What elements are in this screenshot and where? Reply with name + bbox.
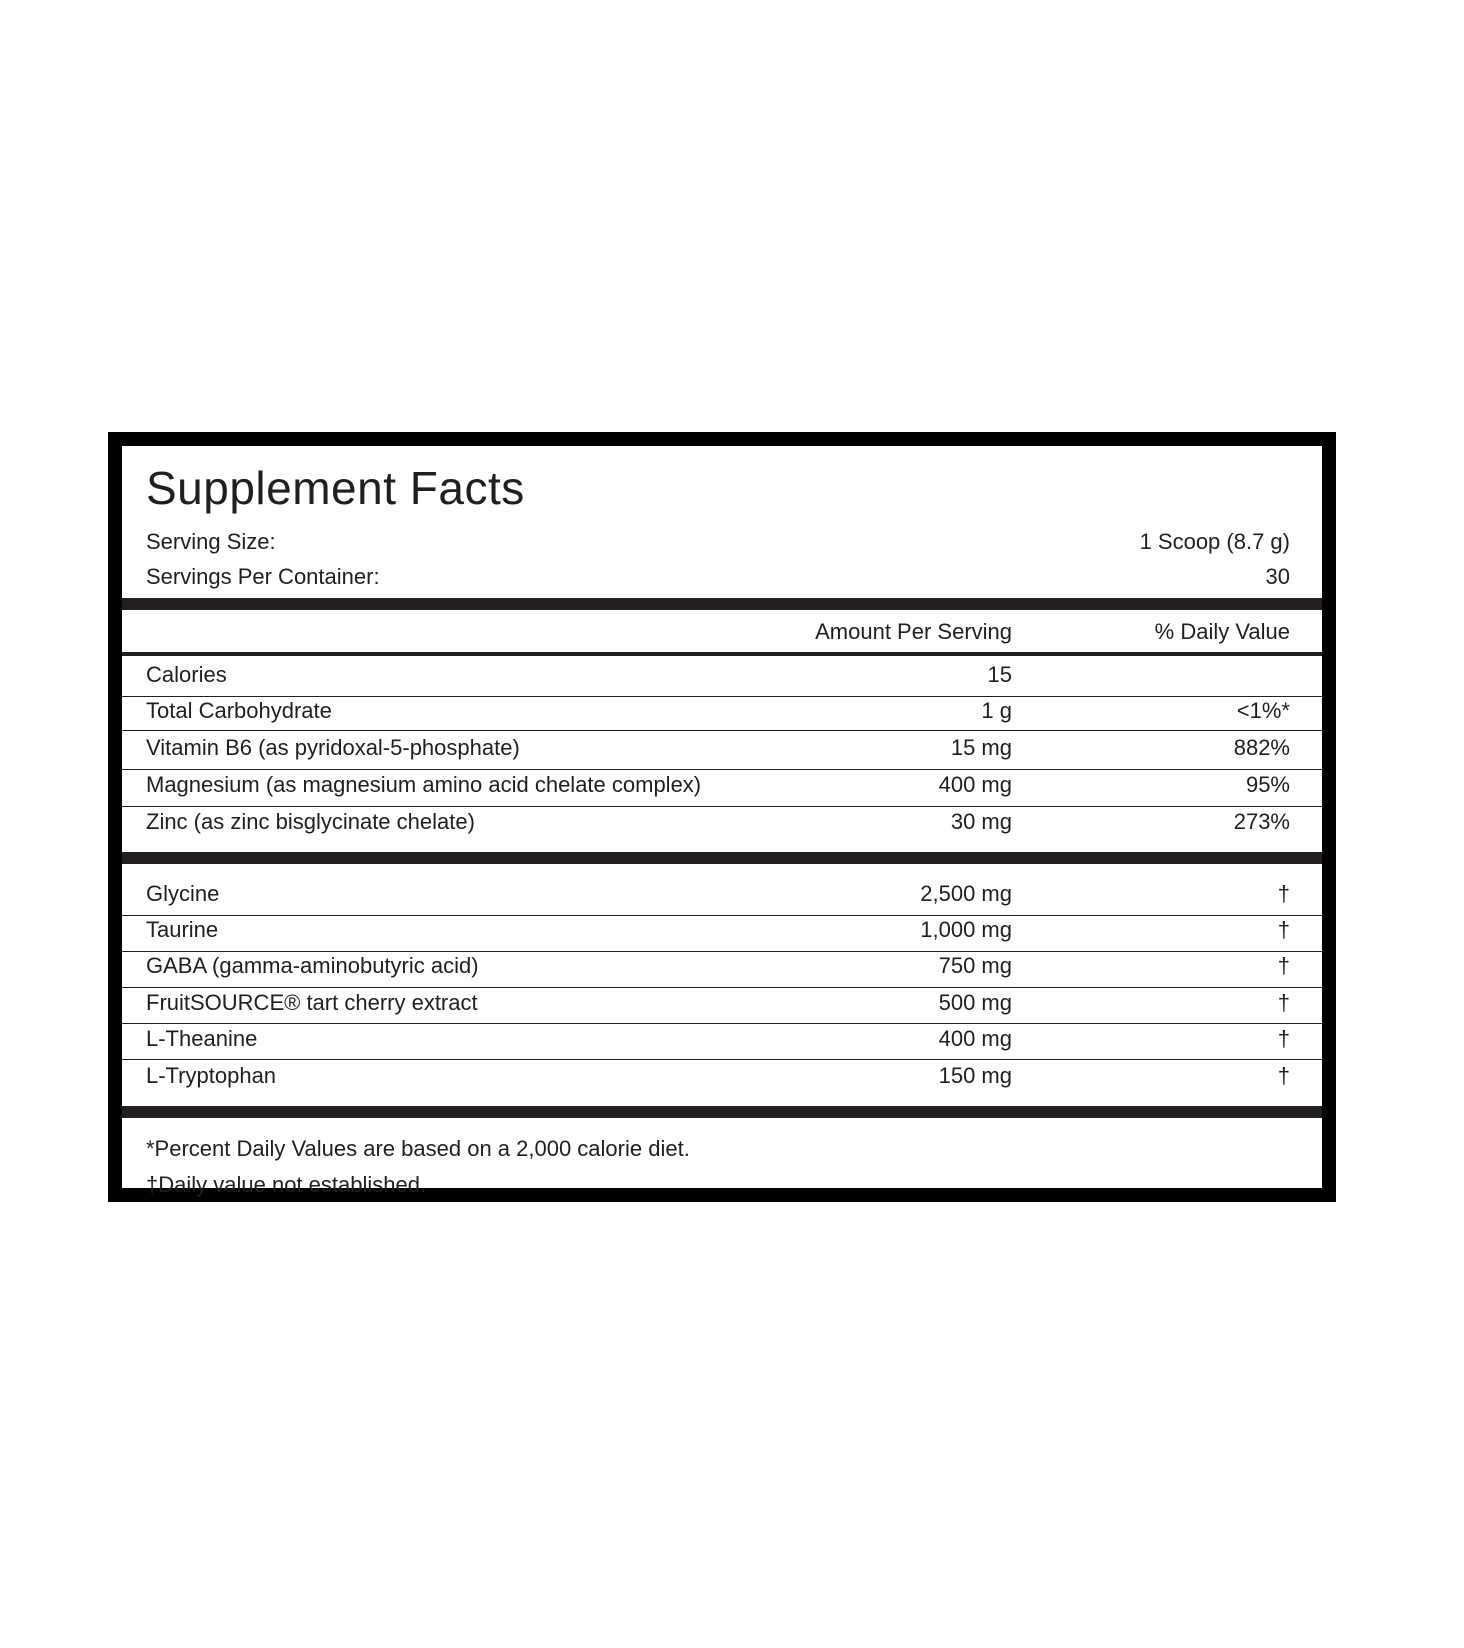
panel-title: Supplement Facts <box>146 462 525 514</box>
nutrient-name: Magnesium (as magnesium amino acid chelate complex) <box>146 772 702 797</box>
nutrient-row <box>122 694 1322 728</box>
ingredient-name: L-Theanine <box>146 1026 258 1051</box>
ingredient-name: Glycine <box>146 881 220 906</box>
column-header-amount-text: Amount Per Serving <box>815 619 1012 644</box>
nutrient-amount: 15 mg <box>950 735 1012 760</box>
supplement-facts-panel <box>108 432 1336 1202</box>
thick-divider-middle <box>122 852 1322 864</box>
nutrient-dv: <1%* <box>1236 698 1290 723</box>
ingredient-row <box>122 1022 1322 1056</box>
ingredient-amount: 500 mg <box>938 990 1012 1015</box>
nutrient-amount: 1 g <box>981 698 1012 723</box>
nutrient-row <box>122 768 1322 802</box>
column-header-daily-value <box>1155 610 1290 654</box>
ingredient-amount: 750 mg <box>938 953 1012 978</box>
nutrient-amount: 400 mg <box>938 772 1012 797</box>
nutrient-row <box>122 731 1322 765</box>
header-rule <box>122 652 1322 656</box>
nutrient-dv: 95% <box>1245 772 1290 797</box>
ingredient-amount: 2,500 mg <box>920 881 1012 906</box>
ingredient-dv: † <box>1277 990 1290 1015</box>
ingredient-name: Taurine <box>146 917 219 942</box>
ingredient-dv: † <box>1277 917 1290 942</box>
ingredient-row <box>122 949 1322 983</box>
servings-per-container-label: Servings Per Container: <box>146 564 380 589</box>
nutrient-dv: 882% <box>1233 735 1290 760</box>
ingredient-name: FruitSOURCE® tart cherry extract <box>146 990 478 1015</box>
ingredient-row <box>122 877 1322 911</box>
ingredient-row <box>122 913 1322 947</box>
ingredient-amount: 1,000 mg <box>920 917 1012 942</box>
ingredient-dv: † <box>1277 1063 1290 1088</box>
serving-size-label: Serving Size: <box>146 529 276 554</box>
ingredient-dv: † <box>1277 953 1290 978</box>
ingredient-dv: † <box>1277 1026 1290 1051</box>
nutrient-amount: 15 <box>987 662 1012 687</box>
footnote-daily-values: *Percent Daily Values are based on a 2,000 calorie diet. <box>146 1136 690 1161</box>
nutrient-row <box>122 805 1322 839</box>
nutrient-name: Vitamin B6 (as pyridoxal-5-phosphate) <box>146 735 520 760</box>
column-header-amount <box>122 610 1012 654</box>
ingredient-dv: † <box>1277 881 1290 906</box>
nutrient-dv: 273% <box>1233 809 1290 834</box>
nutrient-name: Total Carbohydrate <box>146 698 332 723</box>
ingredient-row <box>122 986 1322 1020</box>
nutrient-name: Calories <box>146 662 227 687</box>
column-header-daily-value-text: % Daily Value <box>1154 619 1290 644</box>
ingredient-row <box>122 1059 1322 1093</box>
thick-divider-top <box>122 598 1322 610</box>
footnote-not-established: †Daily value not established. <box>146 1172 427 1197</box>
serving-size-value: 1 Scoop (8.7 g) <box>1139 529 1290 554</box>
ingredient-name: GABA (gamma-aminobutyric acid) <box>146 953 479 978</box>
servings-per-container-row <box>146 560 1290 594</box>
servings-per-container-value: 30 <box>1265 564 1290 589</box>
nutrient-row <box>122 658 1322 692</box>
ingredient-name: L-Tryptophan <box>146 1063 277 1088</box>
ingredient-amount: 150 mg <box>938 1063 1012 1088</box>
serving-size-row <box>146 525 1290 559</box>
nutrient-amount: 30 mg <box>950 809 1012 834</box>
nutrient-name: Zinc (as zinc bisglycinate chelate) <box>146 809 475 834</box>
ingredient-amount: 400 mg <box>938 1026 1012 1051</box>
thick-divider-bottom <box>122 1106 1322 1118</box>
